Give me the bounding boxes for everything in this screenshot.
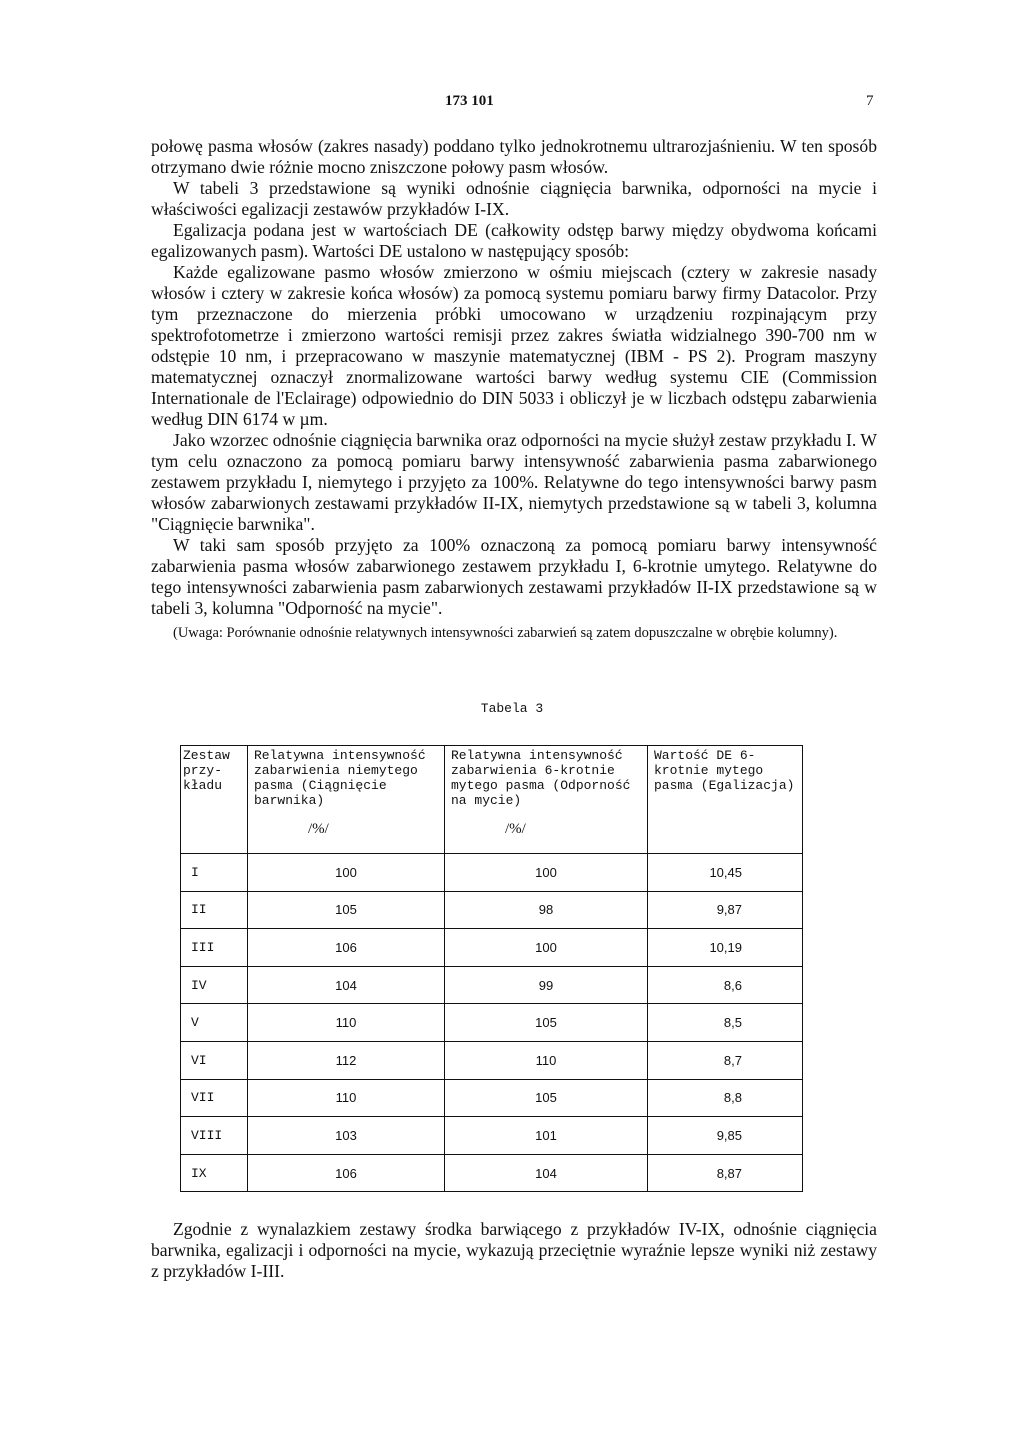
unwashed-value: 106	[248, 1154, 445, 1192]
washed-value: 98	[445, 891, 648, 929]
header-unit: /%/	[505, 821, 526, 837]
row-label: I	[181, 854, 248, 892]
table-row	[181, 854, 803, 892]
document-number: 173 101	[445, 93, 494, 109]
row-label: III	[181, 929, 248, 967]
unwashed-value: 104	[248, 966, 445, 1004]
table-caption: Tabela 3	[480, 701, 544, 716]
unwashed-value: 110	[248, 1004, 445, 1042]
row-label: IX	[181, 1154, 248, 1192]
de-value: 9,85	[648, 1117, 803, 1155]
washed-value: 101	[445, 1117, 648, 1155]
header-label: Relatywna intensywność zabarwienia niemytego pasma (Ciągnięcie barwnika)	[254, 748, 426, 808]
de-value: 10,19	[648, 929, 803, 967]
washed-value: 100	[445, 929, 648, 967]
table-row	[181, 929, 803, 967]
de-value: 8,6	[648, 966, 803, 1004]
row-label: VII	[181, 1079, 248, 1117]
washed-value: 105	[445, 1079, 648, 1117]
header-cell-washed	[445, 746, 648, 854]
unwashed-value: 103	[248, 1117, 445, 1155]
de-value: 8,7	[648, 1041, 803, 1079]
table-row	[181, 1041, 803, 1079]
body-text	[151, 136, 877, 642]
row-label: IV	[181, 966, 248, 1004]
washed-value: 100	[445, 854, 648, 892]
table-row	[181, 1117, 803, 1155]
header-cell-unwashed	[248, 746, 445, 854]
de-value: 8,5	[648, 1004, 803, 1042]
de-value: 10,45	[648, 854, 803, 892]
paragraph: Egalizacja podana jest w wartościach DE (całkowity odstęp barwy między obydwoma końcami egalizowanych pasm). Wartości DE ustalono w następujący sposób:	[151, 220, 877, 261]
header-label: Zestaw przy-kładu	[183, 748, 230, 793]
header-label: Relatywna intensywność zabarwienia 6-krotnie mytego pasma (Odporność na mycie)	[451, 748, 631, 808]
closing-text	[151, 1219, 877, 1282]
de-value: 9,87	[648, 891, 803, 929]
table-header-row	[181, 746, 803, 854]
unwashed-value: 100	[248, 854, 445, 892]
table-row	[181, 891, 803, 929]
row-label: VIII	[181, 1117, 248, 1155]
note: (Uwaga: Porównanie odnośnie relatywnych intensywności zabarwień są zatem dopuszczalne w obrębie kolumny).	[173, 625, 838, 641]
paragraph: Zgodnie z wynalazkiem zestawy środka barwiącego z przykładów IV-IX, odnośnie ciągnięcia barwnika, egalizacji i odporności na mycie, wykazują przeciętnie wyraźnie lepsze wyniki niż zestawy z przykładów I-III.	[151, 1219, 877, 1281]
unwashed-value: 106	[248, 929, 445, 967]
paragraph: Każde egalizowane pasmo włosów zmierzono w ośmiu miejscach (cztery w zakresie nasady włosów i cztery w zakresie końca włosów) za pomocą systemu pomiaru barwy firmy Datacolor. Przy tym przeznaczone do mierzenia próbki umocowano w urządzeniu rozpinającym przy spektrofotometrze i zmierzono wartości remisji przez zakres światła widzialnego 390-700 nm w odstępie 10 nm, i przepracowano w maszynie matematycznej (IBM - PS 2). Program maszyny matematycznej oznaczył znormalizowane wartości barwy według systemu CIE (Commission Internationale de l'Eclairage) odpowiednio do DIN 5033 i obliczył je w liczbach odstępu zabarwienia według DIN 6174 w µm.	[151, 262, 877, 429]
row-label: V	[181, 1004, 248, 1042]
de-value: 8,8	[648, 1079, 803, 1117]
header-cell-set	[181, 746, 248, 854]
row-label: VI	[181, 1041, 248, 1079]
washed-value: 105	[445, 1004, 648, 1042]
table-row	[181, 1004, 803, 1042]
unwashed-value: 110	[248, 1079, 445, 1117]
washed-value: 99	[445, 966, 648, 1004]
paragraph: W taki sam sposób przyjęto za 100% oznaczoną za pomocą pomiaru barwy intensywność zabarwienia pasma włosów zabarwionego zestawem przykładu I, 6-krotnie umytego. Relatywne do tego intensywności zabarwienia pasm zabarwionych zestawami przykładów II-IX przedstawione są w tabeli 3, kolumna "Odporność na mycie".	[151, 535, 877, 618]
table-row	[181, 966, 803, 1004]
washed-value: 104	[445, 1154, 648, 1192]
unwashed-value: 105	[248, 891, 445, 929]
table-row	[181, 1079, 803, 1117]
washed-value: 110	[445, 1041, 648, 1079]
header-unit: /%/	[308, 821, 329, 837]
page-number: 7	[866, 93, 874, 109]
de-value: 8,87	[648, 1154, 803, 1192]
header-cell-de	[648, 746, 803, 854]
table-row	[181, 1154, 803, 1192]
unwashed-value: 112	[248, 1041, 445, 1079]
paragraph: Jako wzorzec odnośnie ciągnięcia barwnika oraz odporności na mycie służył zestaw przykładu I. W tym celu oznaczono za pomocą pomiaru barwy intensywność zabarwienia pasma zabarwionego zestawem przykładu I, niemytego i przyjęto za 100%. Relatywne do tego intensywności barwy pasm włosów zabarwionych zestawami przykładów II-IX, niemytych przedstawione są w tabeli 3, kolumna "Ciągnięcie barwnika".	[151, 430, 877, 534]
row-label: II	[181, 891, 248, 929]
paragraph: W tabeli 3 przedstawione są wyniki odnośnie ciągnięcia barwnika, odporności na mycie i właściwości egalizacji zestawów przykładów I-IX.	[151, 178, 877, 219]
results-table	[180, 745, 803, 1192]
header-label: Wartość DE 6-krotnie mytego pasma (Egalizacja)	[654, 748, 795, 793]
paragraph: połowę pasma włosów (zakres nasady) poddano tylko jednokrotnemu ultrarozjaśnieniu. W ten sposób otrzymano dwie różnie mocno zniszczone połowy pasm włosów.	[151, 136, 877, 177]
page-header	[0, 93, 1024, 113]
